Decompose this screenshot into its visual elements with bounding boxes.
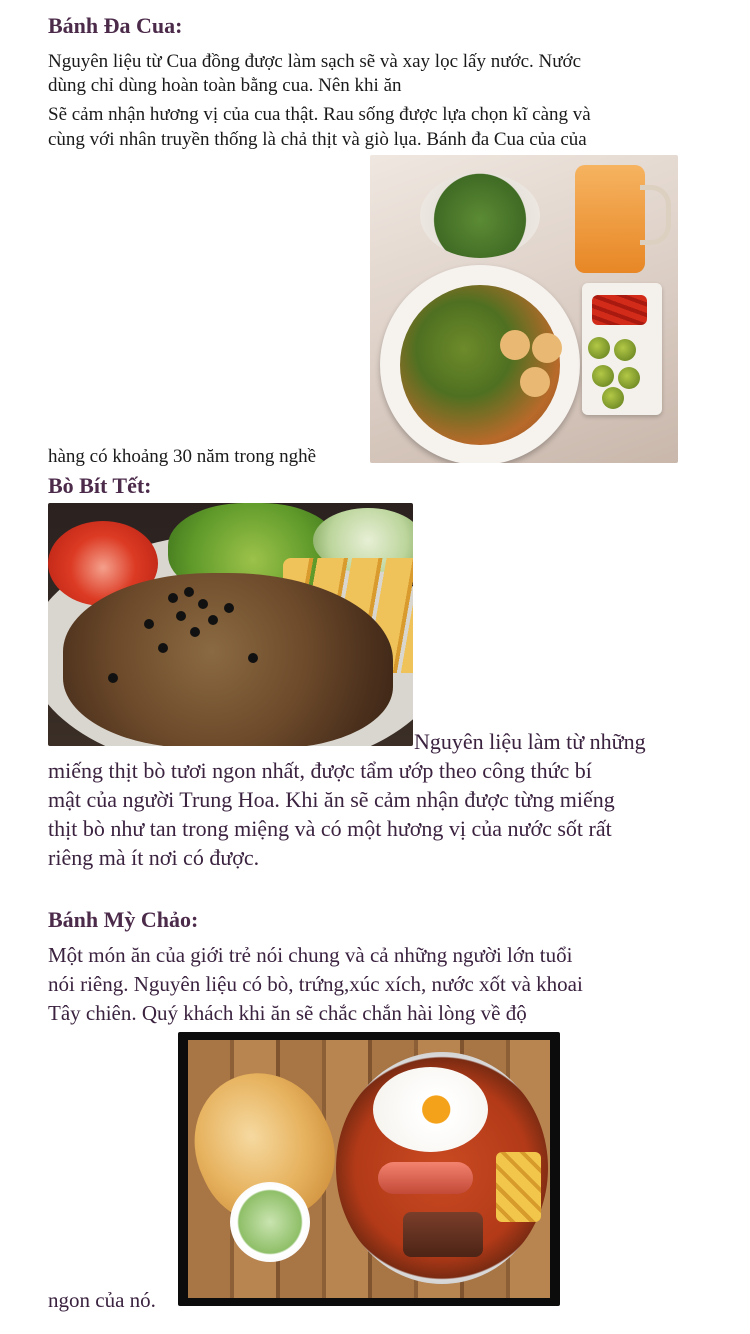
section-title-bo-bit-tet: Bò Bít Tết: bbox=[48, 473, 152, 498]
text-line: ngon của nó. bbox=[48, 1288, 156, 1312]
photo-banh-da-cua bbox=[370, 155, 678, 463]
text-line: riêng mà ít nơi có được. bbox=[48, 845, 260, 870]
section-title-banh-da-cua: Bánh Đa Cua: bbox=[48, 13, 183, 38]
text-line: miếng thịt bò tươi ngon nhất, được tẩm ướp theo công thức bí bbox=[48, 758, 592, 783]
text-line: thịt bò như tan trong miệng và có một hương vị của nước sốt rất bbox=[48, 816, 612, 841]
section-title-banh-my-chao: Bánh Mỳ Chảo: bbox=[48, 907, 199, 932]
text-line: Tây chiên. Quý khách khi ăn sẽ chắc chắn hài lòng về độ bbox=[48, 1001, 527, 1025]
photo-banh-my-chao bbox=[178, 1032, 560, 1306]
text-line: nói riêng. Nguyên liệu có bò, trứng,xúc xích, nước xốt và khoai bbox=[48, 972, 583, 996]
photo-bo-bit-tet bbox=[48, 503, 413, 746]
text-line: cùng với nhân truyền thống là chả thịt và giò lụa. Bánh đa Cua của của bbox=[48, 129, 587, 150]
text-line: Một món ăn của giới trẻ nói chung và cả những người lớn tuổi bbox=[48, 943, 573, 967]
text-line: dùng chỉ dùng hoàn toàn bằng cua. Nên khi ăn bbox=[48, 75, 402, 96]
text-line: hàng có khoảng 30 năm trong nghề bbox=[48, 446, 317, 467]
text-line: Nguyên liệu từ Cua đồng được làm sạch sẽ và xay lọc lấy nước. Nước bbox=[48, 51, 582, 72]
text-line: mật của người Trung Hoa. Khi ăn sẽ cảm nhận được từng miếng bbox=[48, 787, 615, 812]
text-line: Sẽ cảm nhận hương vị của cua thật. Rau sống được lựa chọn kĩ càng và bbox=[48, 104, 591, 125]
text-line: Nguyên liệu làm từ những bbox=[414, 729, 646, 754]
